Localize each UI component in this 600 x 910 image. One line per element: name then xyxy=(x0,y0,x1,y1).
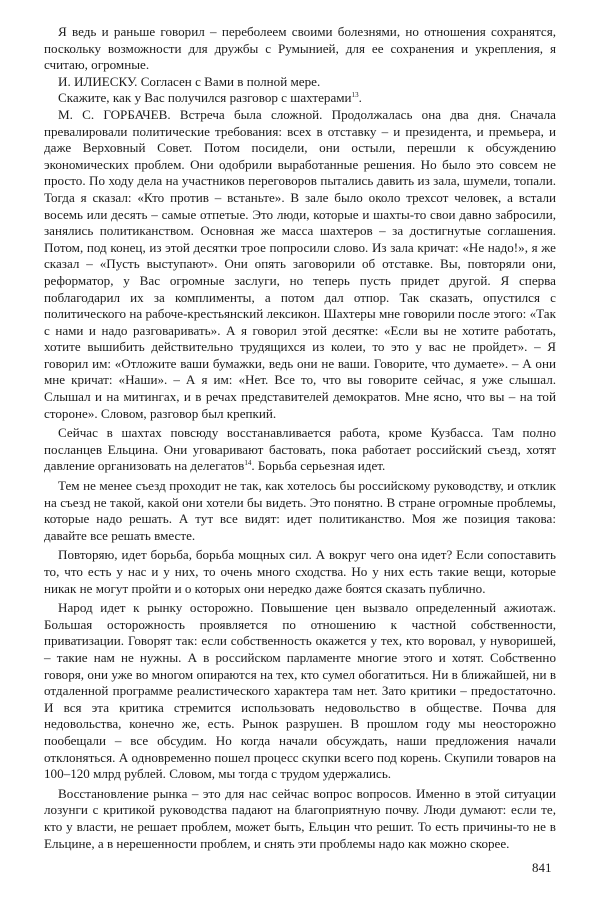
paragraph-text: Сейчас в шахтах повсюду восстанавливается работа, кроме Кузбасса. Там полно посланцев Ельцина. Они уговаривают бастовать, пока работает российский съезд, хотят давление организовать на делегатов xyxy=(44,425,556,474)
paragraph-text: Народ идет к рынку осторожно. Повышение цен вызвало определенный ажиотаж. Большая осторожность проявляется по отношению к частной собственности, приватизации. Говорят так: если собственность окажется у тех, кто воровал, у нуворишей, – такие нам не нужны. А в российском парламенте многие этого и хотят. Собственно говоря, они уже во многом опираются на тех, кто сумел обогатиться. Ни в ближайшей, ни в отдаленной программе реалистического характера там нет. Зато критики – предостаточно. И вся эта критика стремится использовать недовольство в обществе. Почва для недовольства, конечно же, есть. Рынок разрушен. В прошлом году мы неосторожно пообещали – все обсудим. Но когда начали обсуждать, наши предложения начали отклоняться. А одновременно пошел процесс скупки всего под корень. Скупили товаров на 100–120 млрд рублей. Словом, мы тогда с трудом удержались. xyxy=(44,600,556,782)
paragraph xyxy=(44,547,556,597)
text-column xyxy=(44,24,556,852)
paragraph xyxy=(44,24,556,74)
paragraph xyxy=(44,74,556,91)
paragraph xyxy=(44,478,556,544)
speaker-label: М. С. ГОРБАЧЕВ. xyxy=(58,106,171,122)
paragraph xyxy=(44,107,556,422)
paragraph xyxy=(44,600,556,783)
paragraph-text-tail: . xyxy=(358,90,362,106)
page-number: 841 xyxy=(532,860,552,875)
footnote-ref: 13 xyxy=(351,91,359,100)
footnote-ref: 14 xyxy=(244,459,252,468)
paragraph-text: Согласен с Вами в полной мере. xyxy=(140,73,321,89)
paragraph xyxy=(44,90,556,107)
speaker-label: И. ИЛИЕСКУ. xyxy=(58,73,138,89)
paragraph xyxy=(44,786,556,852)
paragraph-text-tail: . Борьба серьезная идет. xyxy=(251,458,386,474)
paragraph-text: Тем не менее съезд проходит не так, как хотелось бы российскому руководству, и отклик на съезд не такой, какой они хотели бы видеть. Это понятно. В стране огромные проблемы, которые надо решать. А тут все видят: идет политиканство. Моя же позиция такова: давайте все решать вместе. xyxy=(44,478,556,543)
paragraph-text: Встреча была сложной. Продолжалась она два дня. Сначала превалировали политические требования: всех в отставку – и президента, и премьера, и даже Верховный Совет. Потом посидели, они остыли, перешли к обсуждению экономических проблем. Они одобрили выработанные решения. Но было это совсем не просто. По ходу дела на участников переговоров пытались давить из зала, шумели, топали. Тогда я сказал: «Кто против – встаньте». В зале было около трехсот человек, а встали восемь или десять – самые отпетые. Это люди, которые и шахты-то свои давно забросили, занялись политиканством. Основная же масса шахтеров – за достигнутые соглашения. Потом, под конец, из этой десятки трое попросили слово. Из зала кричат: «Не надо!», я же сказал – «Пусть выступают». Они опять заговорили об отставке. Вы, повторяли они, реформатор, у Вас огромные заслуги, но теперь пусть придет другой. Я сперва поблагодарил их за комплименты, а потом дал отпор. Так сказать, опустился с политического на рабоче-крестьянский лексикон. Шахтеры мне говорили после этого: «Так с нами и надо разговаривать». А я говорил этой десятке: «Если вы не хотите работать, хотите вышибить действительно трудящихся из колеи, то это у вас не пройдет». – Я говорил им: «Отложите ваши бумажки, ведь они не ваши. Говорите, что думаете». – А они мне кричат: «Наши». – А я им: «Нет. Все то, что вы говорите сейчас, я уже слышал. Слышал и на митингах, и в речах представителей демократов. Мне ясно, что вы – на той стороне». Словом, разговор был крепкий. xyxy=(44,106,556,421)
paragraph-text: Я ведь и раньше говорил – переболеем своими болезнями, но отношения сохранятся, поскольку возможности для дружбы с Румынией, для ее сохранения и укрепления, я считаю, огромные. xyxy=(44,24,556,73)
paragraph-text: Повторяю, идет борьба, борьба мощных сил. А вокруг чего она идет? Если сопоставить то, что есть у нас и у них, то очень много сходства. Но у них есть такие вещи, которые никак не могут пройти и о которых они нередко даже боятся сказать публично. xyxy=(44,547,556,596)
paragraph-text: Скажите, как у Вас получился разговор с шахтерами xyxy=(58,90,352,106)
paragraph-text: Восстановление рынка – это для нас сейчас вопрос вопросов. Именно в этой ситуации лозунги с критикой руководства падают на благоприятную почву. Люди думают: если те, кто у власти, не решает проблем, может быть, Ельцин что решит. То есть причины-то не в Ельцине, а в нерешенности проблем, и снять эти проблемы надо как можно скорее. xyxy=(44,785,556,851)
paragraph xyxy=(44,425,556,475)
